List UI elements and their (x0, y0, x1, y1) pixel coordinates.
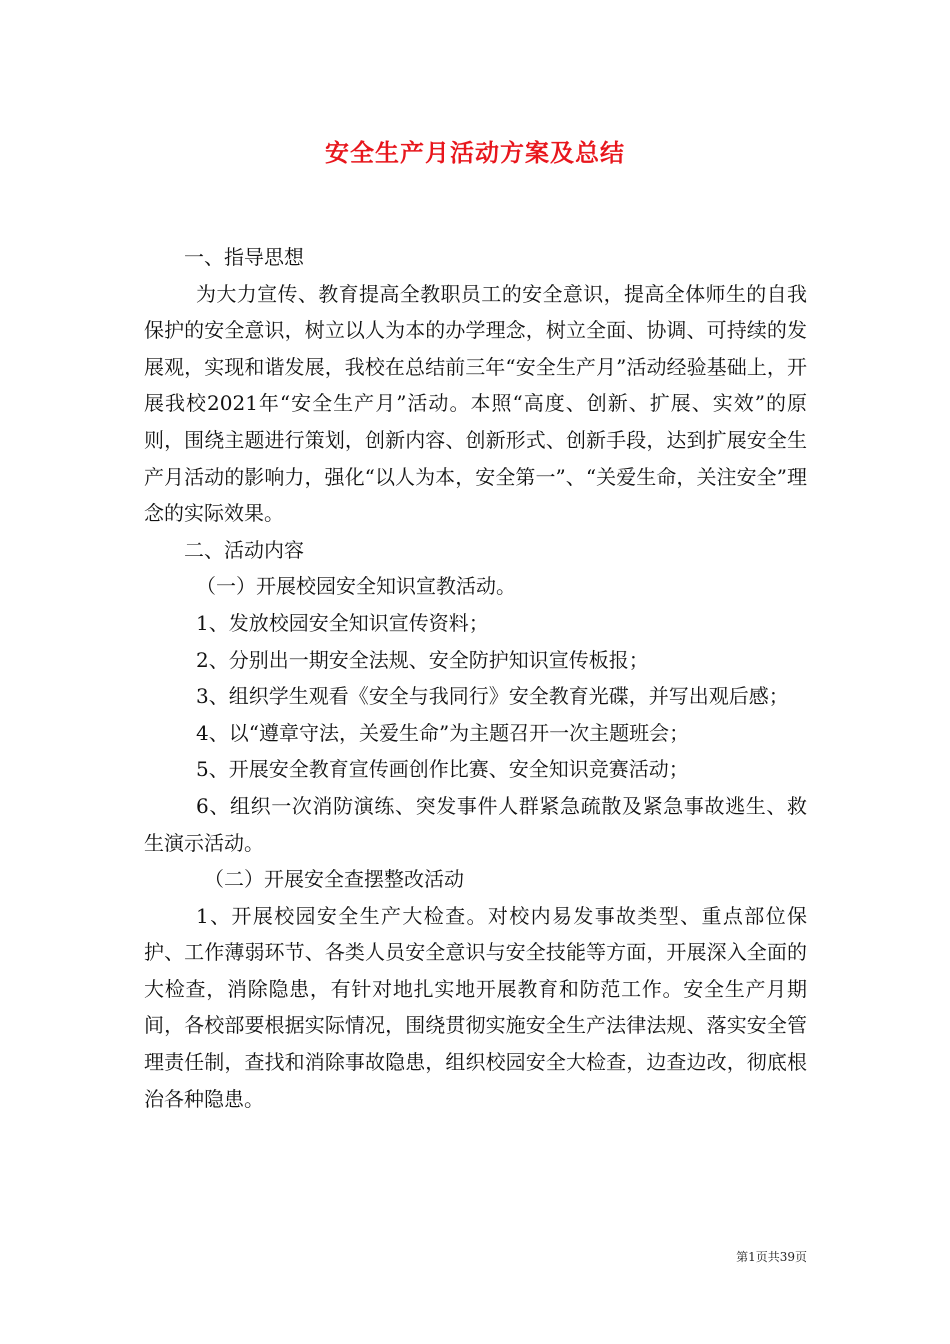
document-body (144, 239, 807, 1117)
document-title: 安全生产月活动方案及总结 (325, 138, 625, 167)
page-number: 第1页共39页 (736, 1250, 807, 1264)
list-item: 1、发放校园安全知识宣传资料； (196, 610, 489, 635)
paragraph-inspection: 1、开展校园安全生产大检查。对校内易发事故类型、重点部位保护、工作薄弱环节、各类人员安全意识与安全技能等方面，开展深入全面的大检查，消除隐患，有针对地扎实地开展教育和防范工作。安全生产月期间，各校部要根据实际情况，围绕贯彻实施安全生产法律法规、落实安全管理责任制，查找和消除事故隐患，组织校园安全大检查，边查边改，彻底根治各种隐患。 (144, 903, 807, 1111)
subsection-heading-education: （一）开展校园安全知识宣教活动。 (196, 574, 516, 599)
list-item: 5、开展安全教育宣传画创作比赛、安全知识竞赛活动； (196, 757, 689, 782)
section-heading-activity-content: 二、活动内容 (184, 537, 304, 562)
section-heading-guiding-thought: 一、指导思想 (184, 245, 304, 269)
paragraph-guiding-thought: 为大力宣传、教育提高全教职员工的安全意识，提高全体师生的自我保护的安全意识，树立以人为本的办学理念，树立全面、协调、可持续的发展观，实现和谐发展，我校在总结前三年“安全生产月”活动经验基础上，开展我校2021年“安全生产月”活动。本照“高度、创新、扩展、实效”的原则，围绕主题进行策划，创新内容、创新形式、创新手段，达到扩展安全生产月活动的影响力，强化“以人为本，安全第一”、“关爱生命，关注安全”理念的实际效果。 (144, 281, 807, 526)
list-item: 4、以“遵章守法，关爱生命”为主题召开一次主题班会； (196, 720, 690, 745)
subsection-heading-inspection: （二）开展安全查摆整改活动 (204, 867, 464, 892)
list-item: 6、组织一次消防演练、突发事件人群紧急疏散及紧急事故逃生、救生演示活动。 (144, 793, 807, 855)
list-item: 2、分别出一期安全法规、安全防护知识宣传板报； (196, 647, 649, 672)
list-item: 3、组织学生观看《安全与我同行》安全教育光碟，并写出观后感； (196, 684, 789, 709)
